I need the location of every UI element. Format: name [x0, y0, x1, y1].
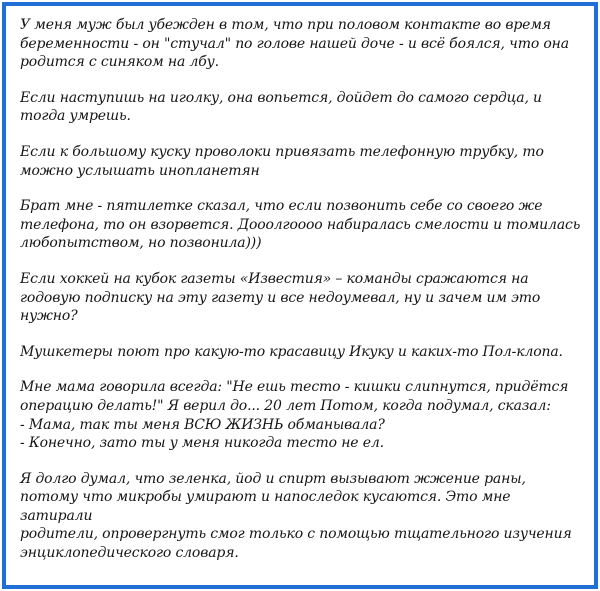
paragraph-6: Мушкетеры поют про какую-то красавицу Икуку и каких-то Пол-клопа. — [20, 343, 563, 360]
paragraph-1: У меня муж был убежден в том, что при половом контакте во время беременности - он "стучал" по голове нашей доче - и всё боялся, что она родится с синяком на лбу. — [20, 17, 569, 71]
text-body — [20, 16, 586, 563]
paragraph-8: Я долго думал, что зеленка, йод и спирт вызывают жжение раны, потому что микробы умирают и напоследок кусаются. Это мне затирали родители, опровергнуть смог только с помощью тщательного изучения энциклопедического словаря. — [20, 470, 572, 562]
paragraph-4: Брат мне - пятилетке сказал, что если позвонить себе со своего же телефона, то он взорвется. Дооолгоооо набиралась смелости и томилась любопытством, но позвонила))) — [20, 198, 581, 252]
paragraph-5: Если хоккей на кубок газеты «Известия» – команды сражаются на годовую подписку на эту газету и все недоумевал, ну и зачем им это нужно? — [20, 270, 541, 325]
paragraph-7: Мне мама говорила всегда: "Не ешь тесто - кишки слипнутся, придётся операцию делать!" Я верил до... 20 лет Потом, когда подумал, сказал: - Мама, так ты меня ВСЮ ЖИЗНЬ обманывала? - Конечно, зато ты у меня никогда тесто не ел. — [20, 379, 569, 452]
paragraph-3: Если к большому куску проволоки привязать телефонную трубку, то можно услышать инопланетян — [20, 143, 544, 179]
paragraph-2: Если наступишь на иголку, она вопьется, дойдет до самого сердца, и тогда умрешь. — [20, 89, 542, 125]
bordered-text-panel — [2, 2, 598, 589]
